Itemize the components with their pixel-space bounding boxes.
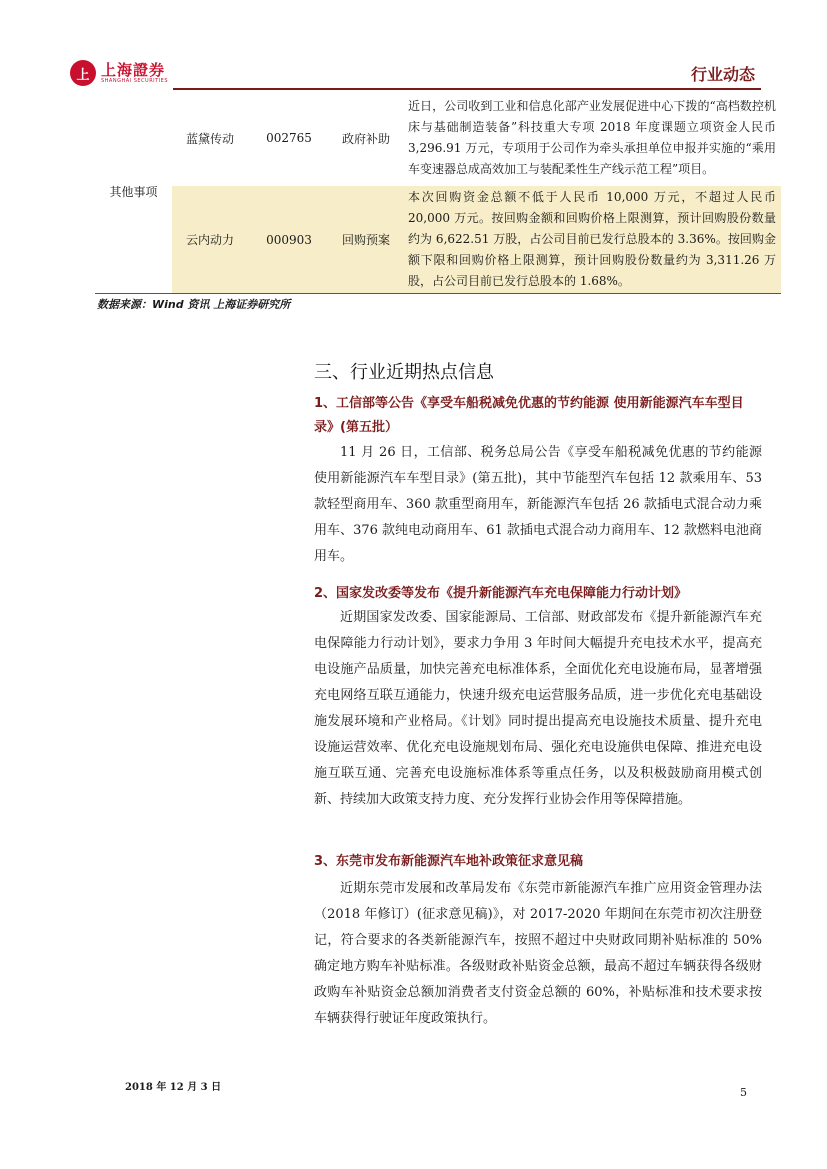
event-type-cell: 回购预案 (341, 233, 390, 247)
news-title-3: 3、东莞市发布新能源汽车地补政策征求意见稿 (314, 854, 584, 869)
table-category-cell: 其他事项 (109, 185, 158, 199)
page-number: 5 (740, 1086, 747, 1099)
page-header (70, 60, 760, 88)
logo-name-en: SHANGHAI SECURITIES (101, 77, 169, 84)
logo-name-cn: 上海證券 (101, 60, 166, 79)
table-bottom-border (95, 293, 781, 294)
data-source-note: 数据来源：Wind 资讯 上海证券研究所 (97, 298, 291, 311)
stock-code-cell: 000903 (266, 232, 312, 247)
news-body-2: 近期国家发改委、国家能源局、工信部、财政部发布《提升新能源汽车充电保障能力行动计划》，要求力争用 3 年时间大幅提升充电技术水平，提高充电设施产品质量，加快完善充电标准体系，全面优化充电设施布局，显著增强充电网络互联互通能力，快速升级充电运营服务品质，进一步优化充电基础设施发展环境和产业格局。《计划》同时提出提高充电设施技术质量、提升充电设施运营效率、优化充电设施规划布局、强化充电设施供电保障、推进充电设施互联互通、完善充电设施标准体系等重点任务，以及积极鼓励商用模式创新、持续加大政策支持力度、充分发挥行业协会作用等保障措施。 (314, 610, 762, 807)
company-name-cell: 云内动力 (185, 233, 234, 247)
table-row (172, 90, 781, 186)
company-name-cell: 蓝黛传动 (185, 131, 234, 146)
news-title-2: 2、国家发改委等发布《提升新能源汽车充电保障能力行动计划》 (314, 586, 688, 601)
section-heading: 三、行业近期热点信息 (314, 362, 494, 383)
report-date: 2018 年 12 月 3 日 (125, 1082, 222, 1093)
report-type-label: 行业动态 (690, 65, 755, 84)
stock-code-cell: 002765 (266, 131, 312, 145)
news-body-1: 11 月 26 日，工信部、税务总局公告《享受车船税减免优惠的节约能源 使用新能源汽车车型目录》(第五批)，其中节能型汽车包括 12 款乘用车、53 款轻型商用车、360 款重型商用车，新能源汽车包括 26 款插电式混合动力乘用车、376 款纯电动商用车、61 款插电式混合动力商用车、12 款燃料电池商用车。 (314, 445, 762, 564)
event-description-cell: 本次回购资金总额不低于人民币 10,000 万元，不超过人民币 20,000 万元。按回购金额和回购价格上限测算，预计回购股份数量约为 6,622.51 万股，占公司目前已发行总股本的 3.36%。按回购金额下限和回购价格上限测算，预计回购股份数量约为 3,311.26 万股，占公司目前已发行总股本的 1.68%。 (408, 190, 776, 288)
logo-emblem-icon: 上 (70, 60, 96, 86)
event-type-cell: 政府补助 (341, 131, 390, 146)
company-logo (70, 60, 168, 86)
event-description-cell: 近日，公司收到工业和信息化部产业发展促进中心下拨的“高档数控机床与基础制造装备”科技重大专项 2018 年度课题立项资金人民币 3,296.91 万元，专项用于公司作为牵头承担单位申报并实施的“乘用车变速器总成高效加工与装配柔性生产线示范工程”项目。 (408, 99, 776, 176)
news-body-3: 近期东莞市发展和改革局发布《东莞市新能源汽车推广应用资金管理办法（2018 年修订）(征求意见稿)》，对 2017-2020 年期间在东莞市初次注册登记，符合要求的各类新能源汽车，按照不超过中央财政同期补贴标准的 50%确定地方购车补贴标准。各级财政补贴资金总额，最高不超过车辆获得各级财政购车补贴资金总额加消费者支付资金总额的 60%，补贴标准和技术要求按车辆获得行驶证年度政策执行。 (314, 881, 762, 1026)
table-row (172, 186, 781, 293)
news-title-1: 1、工信部等公告《享受车船税减免优惠的节约能源 使用新能源汽车车型目录》(第五批） (314, 396, 744, 435)
